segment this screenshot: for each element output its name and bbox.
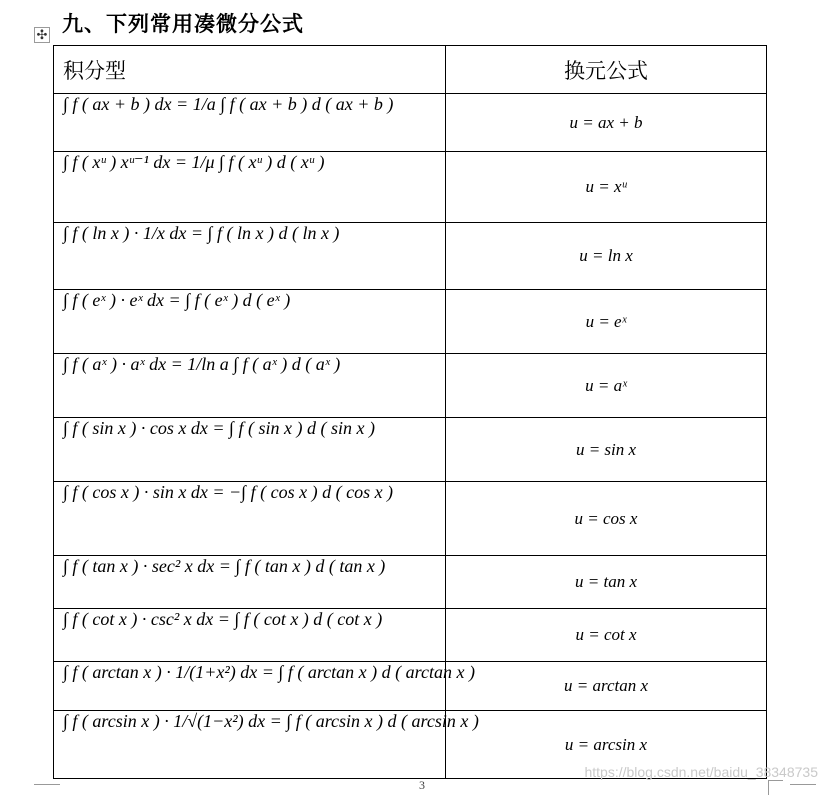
integral-cell [54,290,446,354]
table-row [54,223,767,290]
table-row [54,662,767,711]
table-row [54,609,767,662]
substitution-formula: u = cot x [575,625,637,644]
page-number: 3 [419,778,425,792]
substitution-formula: u = arcsin x [564,734,648,754]
substitution-formula: u = tan x [575,572,637,591]
substitution-cell [446,609,767,662]
section-title: 九、下列常用凑微分公式 [62,12,304,36]
substitution-formula: u = ax + b [569,112,643,132]
substitution-formula: u = eˣ [585,311,627,331]
substitution-cell [446,418,767,482]
integral-cell [54,662,475,711]
substitution-formula: u = xᵘ [585,177,627,196]
table-move-handle[interactable] [34,27,50,43]
page-corner-mark-left [34,784,60,793]
integral-formula: ∫ f ( cot x ) · csc² x dx = ∫ f ( cot x ) d ( cot x ) [63,609,383,629]
substitution-cell [446,556,767,609]
substitution-cell [446,354,767,418]
substitution-cell [446,152,767,223]
table-header-row [54,46,767,94]
move-icon: ✣ [36,27,48,43]
substitution-formula: u = aˣ [585,375,627,395]
watermark: https://blog.csdn.net/baidu_38348735 [584,764,818,780]
integral-formula: ∫ f ( ln x ) · 1/x dx = ∫ f ( ln x ) d ( ln x ) [63,223,340,243]
integral-cell [54,223,446,290]
integral-formula: ∫ f ( tan x ) · sec² x dx = ∫ f ( tan x ) d ( tan x ) [63,556,386,576]
substitution-formula: u = sin x [575,439,637,459]
table-row [54,152,767,223]
integral-cell [54,94,446,152]
integral-cell [54,556,446,609]
page-corner-mark-right-edge [790,784,816,793]
integral-cell [54,482,446,556]
header-integral: 积分型 [54,46,446,94]
table-row [54,556,767,609]
integral-cell [54,418,446,482]
header-substitution: 换元公式 [446,46,767,94]
substitution-cell [446,290,767,354]
table-row [54,354,767,418]
table-row [54,418,767,482]
substitution-formula: u = cos x [574,508,638,528]
integral-formula: ∫ f ( eˣ ) · eˣ dx = ∫ f ( eˣ ) d ( eˣ ) [63,290,291,310]
substitution-cell [446,662,767,711]
integral-formula: ∫ f ( arctan x ) · 1/(1+x²) dx = ∫ f ( arctan x ) d ( arctan x ) [63,662,475,682]
substitution-formula: u = ln x [579,246,633,265]
table-row [54,94,767,152]
integral-formula: ∫ f ( cos x ) · sin x dx = −∫ f ( cos x ) d ( cos x ) [63,482,394,502]
integral-formula: ∫ f ( aˣ ) · aˣ dx = 1/ln a ∫ f ( aˣ ) d ( aˣ ) [63,354,341,374]
integral-formula: ∫ f ( sin x ) · cos x dx = ∫ f ( sin x ) d ( sin x ) [63,418,375,438]
substitution-cell [446,482,767,556]
table-row [54,290,767,354]
substitution-cell [446,223,767,290]
integral-formula: ∫ f ( ax + b ) dx = 1/a ∫ f ( ax + b ) d ( ax + b ) [63,94,394,114]
formula-table [53,45,767,779]
substitution-cell [446,94,767,152]
integral-cell [54,711,479,779]
integral-cell [54,609,446,662]
integral-cell [54,354,446,418]
integral-cell [54,152,446,223]
table-row [54,482,767,556]
integral-formula: ∫ f ( xᵘ ) xᵘ⁻¹ dx = 1/μ ∫ f ( xᵘ ) d ( xᵘ ) [63,152,325,172]
substitution-formula: u = arctan x [563,676,649,695]
integral-formula: ∫ f ( arcsin x ) · 1/√(1−x²) dx = ∫ f ( arcsin x ) d ( arcsin x ) [63,711,479,731]
